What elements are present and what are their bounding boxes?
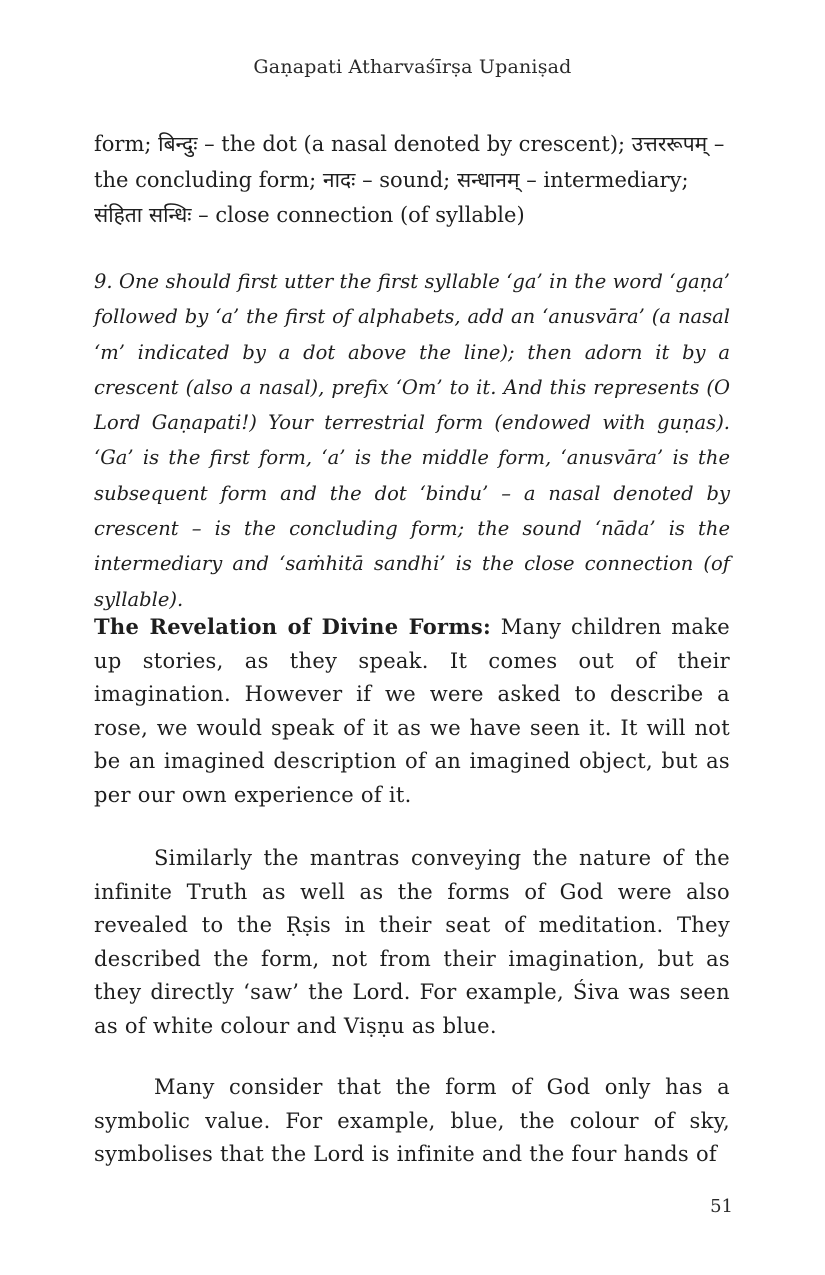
glossary-text: – the dot (a nasal denoted by crescent); [197, 132, 632, 156]
body-paragraph: Many consider that the form of God only has a symbolic value. For example, blue, the colour of sky, symbolises that the Lord is infinite and the four hands of [94, 1075, 730, 1167]
page-number: 51 [710, 1196, 733, 1217]
glossary-text: – sound; [355, 167, 457, 192]
sanskrit-term: सन्धानम् [456, 167, 520, 192]
glossary-continuation [94, 127, 730, 234]
body-paragraph: Similarly the mantras conveying the nature of the infinite Truth as well as the forms of God were also revealed to the Ṛṣis in their seat of meditation. They described the form, not from their imagination, but as they directly ‘saw’ the Lord. For example, Śiva was seen as of white colour and Viṣṇu as blue. [94, 846, 730, 1038]
sanskrit-term: बिन्दुः [158, 132, 198, 156]
glossary-text: – the concluding form; [94, 132, 725, 192]
glossary-text: – intermediary; [519, 167, 689, 192]
paragraph-text: Many children make up stories, as they speak. It comes out of their imagination. However if we were asked to describe a rose, we would speak of it as we have seen it. It will not be an imagined description of an imagined object, but as per our own experience of it. [94, 615, 730, 807]
glossary-text: – close connection (of syllable) [191, 203, 525, 227]
sanskrit-term: संहिता सन्धिः [94, 203, 192, 227]
glossary-text: form; [94, 132, 159, 156]
running-title: Gaṇapati Atharvaśīrṣa Upaniṣad [253, 56, 572, 78]
sanskrit-term: उत्तररूपम् [631, 132, 708, 156]
verse-translation: 9. One should first utter the first syllable ‘ga’ in the word ‘gaṇa’ followed by ‘a’ the first of alphabets, add an ‘anusvāra’ (a nasal ‘m’ indicated by a dot above the line); then adorn it by a crescent (also a nasal), prefix ‘Om’ to it. And this represents (O Lord Gaṇapati!) Your terrestrial form (endowed with guṇas). ‘Ga’ is the first form, ‘a’ is the middle form, ‘anusvāra’ is the subsequent form and the dot ‘bindu’ – a nasal denoted by crescent – is the concluding form; the sound ‘nāda’ is the intermediary and ‘saṁhitā sandhi’ is the close connection (of syllable). [94, 270, 730, 611]
body-paragraph [94, 610, 730, 813]
section-heading: The Revelation of Divine Forms: [94, 614, 492, 639]
sanskrit-term: नादः [322, 167, 356, 192]
